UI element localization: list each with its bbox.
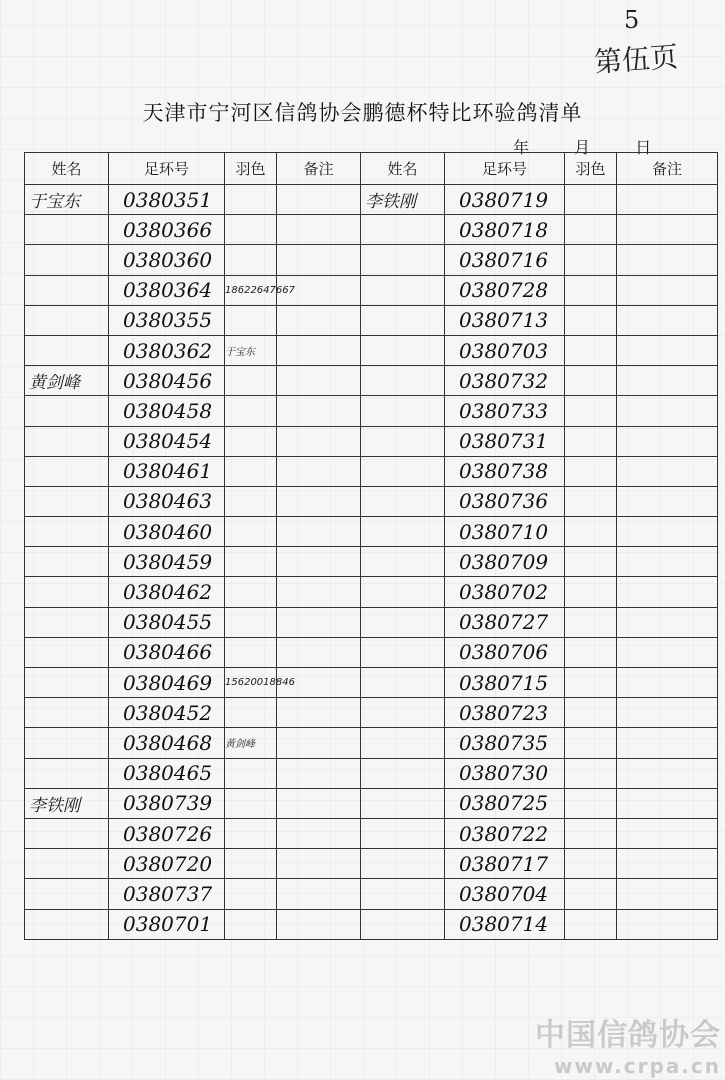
left-ring-cell: 0380452: [109, 698, 225, 728]
left-color-cell: [225, 818, 277, 848]
left-ring-cell: 0380355: [109, 305, 225, 335]
left-ring-cell: 0380469: [109, 668, 225, 698]
left-ring-cell: 0380463: [109, 486, 225, 516]
date-day-label: 日: [635, 138, 652, 157]
left-note-cell: [277, 426, 361, 456]
right-note-cell: [617, 517, 718, 547]
left-color-cell: [225, 637, 277, 667]
table-row: [25, 728, 718, 758]
right-ring-cell: 0380728: [445, 275, 565, 305]
right-ring-cell: 0380738: [445, 456, 565, 486]
right-ring-cell: 0380717: [445, 849, 565, 879]
right-ring-cell: 0380709: [445, 547, 565, 577]
right-note-cell: [617, 396, 718, 426]
left-name-cell: [25, 879, 109, 909]
right-note-cell: [617, 788, 718, 818]
right-name-cell: [361, 909, 445, 939]
left-note-cell: [277, 486, 361, 516]
left-note-cell: [277, 637, 361, 667]
right-color-cell: [565, 517, 617, 547]
left-ring-cell: 0380460: [109, 517, 225, 547]
right-color-cell: [565, 607, 617, 637]
right-color-cell: [565, 698, 617, 728]
right-ring-cell: 0380730: [445, 758, 565, 788]
right-ring-cell: 0380719: [445, 185, 565, 215]
right-note-cell: [617, 245, 718, 275]
header-note-left: 备注: [277, 153, 361, 185]
left-ring-cell: 0380364: [109, 275, 225, 305]
left-note-cell: [277, 456, 361, 486]
header-ring-left: 足环号: [109, 153, 225, 185]
left-note-cell: [277, 577, 361, 607]
left-color-cell: [225, 698, 277, 728]
left-name-cell: [25, 668, 109, 698]
left-name-cell: [25, 275, 109, 305]
right-name-cell: [361, 517, 445, 547]
right-color-cell: [565, 245, 617, 275]
right-ring-cell: 0380710: [445, 517, 565, 547]
right-note-cell: [617, 305, 718, 335]
right-note-cell: [617, 486, 718, 516]
left-name-cell: [25, 517, 109, 547]
left-note-cell: [277, 185, 361, 215]
table-row: [25, 456, 718, 486]
left-color-cell: [225, 758, 277, 788]
table-row: [25, 486, 718, 516]
left-note-cell: [277, 728, 361, 758]
right-name-cell: [361, 728, 445, 758]
right-name-cell: [361, 698, 445, 728]
left-ring-cell: 0380701: [109, 909, 225, 939]
right-name-cell: [361, 396, 445, 426]
right-color-cell: [565, 728, 617, 758]
left-color-cell: [225, 396, 277, 426]
right-ring-cell: 0380725: [445, 788, 565, 818]
left-name-cell: 李铁刚: [25, 788, 109, 818]
right-note-cell: [617, 849, 718, 879]
left-note-cell: [277, 305, 361, 335]
right-name-cell: [361, 758, 445, 788]
table-row: [25, 788, 718, 818]
right-ring-cell: 0380736: [445, 486, 565, 516]
left-color-cell: [225, 245, 277, 275]
table-row: [25, 818, 718, 848]
left-name-cell: [25, 698, 109, 728]
right-name-cell: [361, 547, 445, 577]
left-note-cell: [277, 335, 361, 365]
right-name-cell: [361, 577, 445, 607]
left-ring-cell: 0380466: [109, 637, 225, 667]
right-name-cell: [361, 849, 445, 879]
right-color-cell: [565, 909, 617, 939]
right-name-cell: [361, 335, 445, 365]
right-ring-cell: 0380706: [445, 637, 565, 667]
right-name-cell: [361, 245, 445, 275]
left-ring-cell: 0380351: [109, 185, 225, 215]
left-note-cell: [277, 366, 361, 396]
right-name-cell: [361, 788, 445, 818]
left-name-cell: [25, 456, 109, 486]
left-ring-cell: 0380468: [109, 728, 225, 758]
left-color-cell: [225, 456, 277, 486]
right-name-cell: [361, 486, 445, 516]
table-body: [25, 185, 718, 940]
date-year-label: 年: [513, 138, 530, 157]
right-color-cell: [565, 426, 617, 456]
left-color-cell: 黄剑峰: [225, 728, 277, 758]
right-color-cell: [565, 335, 617, 365]
table-row: [25, 245, 718, 275]
right-color-cell: [565, 788, 617, 818]
left-note-cell: [277, 698, 361, 728]
right-name-cell: [361, 426, 445, 456]
header-name-right: 姓名: [361, 153, 445, 185]
right-ring-cell: 0380713: [445, 305, 565, 335]
left-ring-cell: 0380362: [109, 335, 225, 365]
header-color-left: 羽色: [225, 153, 277, 185]
left-name-cell: [25, 818, 109, 848]
right-ring-cell: 0380731: [445, 426, 565, 456]
left-color-cell: 18622647667: [225, 275, 277, 305]
left-note-cell: [277, 245, 361, 275]
right-note-cell: [617, 456, 718, 486]
left-name-cell: [25, 728, 109, 758]
left-name-cell: [25, 335, 109, 365]
right-name-cell: [361, 607, 445, 637]
page-number: 5: [624, 6, 640, 34]
left-color-cell: [225, 185, 277, 215]
left-color-cell: 15620018846: [225, 668, 277, 698]
left-color-cell: [225, 517, 277, 547]
right-ring-cell: 0380716: [445, 245, 565, 275]
header-name-left: 姓名: [25, 153, 109, 185]
left-note-cell: [277, 547, 361, 577]
right-name-cell: [361, 215, 445, 245]
left-ring-cell: 0380455: [109, 607, 225, 637]
right-note-cell: [617, 637, 718, 667]
left-ring-cell: 0380456: [109, 366, 225, 396]
left-name-cell: [25, 305, 109, 335]
left-ring-cell: 0380360: [109, 245, 225, 275]
header-ring-right: 足环号: [445, 153, 565, 185]
table-row: [25, 698, 718, 728]
left-ring-cell: 0380454: [109, 426, 225, 456]
table-row: [25, 607, 718, 637]
left-note-cell: [277, 788, 361, 818]
right-note-cell: [617, 275, 718, 305]
right-color-cell: [565, 215, 617, 245]
right-color-cell: [565, 547, 617, 577]
left-color-cell: [225, 366, 277, 396]
table-row: [25, 396, 718, 426]
watermark-name: 中国信鸽协会: [535, 1018, 721, 1053]
left-name-cell: [25, 637, 109, 667]
table-row: [25, 335, 718, 365]
right-note-cell: [617, 818, 718, 848]
table-row: [25, 366, 718, 396]
right-color-cell: [565, 366, 617, 396]
left-color-cell: [225, 577, 277, 607]
right-name-cell: [361, 305, 445, 335]
right-note-cell: [617, 547, 718, 577]
left-ring-cell: 0380737: [109, 879, 225, 909]
left-ring-cell: 0380366: [109, 215, 225, 245]
left-color-cell: 于宝东: [225, 335, 277, 365]
left-name-cell: [25, 909, 109, 939]
sheet-note: 第伍页: [593, 40, 680, 79]
table-row: [25, 305, 718, 335]
left-name-cell: [25, 215, 109, 245]
right-ring-cell: 0380702: [445, 577, 565, 607]
left-note-cell: [277, 909, 361, 939]
right-note-cell: [617, 879, 718, 909]
right-color-cell: [565, 818, 617, 848]
right-ring-cell: 0380715: [445, 668, 565, 698]
right-color-cell: [565, 668, 617, 698]
right-note-cell: [617, 909, 718, 939]
right-name-cell: 李铁刚: [361, 185, 445, 215]
watermark-url: www.crpa.cn: [554, 1054, 721, 1078]
left-name-cell: [25, 607, 109, 637]
right-ring-cell: 0380732: [445, 366, 565, 396]
left-name-cell: [25, 758, 109, 788]
header-note-right: 备注: [617, 153, 718, 185]
right-ring-cell: 0380723: [445, 698, 565, 728]
right-color-cell: [565, 637, 617, 667]
left-ring-cell: 0380461: [109, 456, 225, 486]
left-note-cell: [277, 396, 361, 426]
left-name-cell: [25, 396, 109, 426]
left-note-cell: [277, 607, 361, 637]
right-name-cell: [361, 818, 445, 848]
right-ring-cell: 0380733: [445, 396, 565, 426]
right-ring-cell: 0380704: [445, 879, 565, 909]
right-note-cell: [617, 607, 718, 637]
right-color-cell: [565, 456, 617, 486]
right-color-cell: [565, 305, 617, 335]
left-color-cell: [225, 215, 277, 245]
left-name-cell: 于宝东: [25, 185, 109, 215]
watermark: [535, 1010, 721, 1078]
right-note-cell: [617, 335, 718, 365]
right-note-cell: [617, 698, 718, 728]
page-title: 天津市宁河区信鸽协会鹏德杯特比环验鸽清单: [142, 101, 583, 125]
right-note-cell: [617, 668, 718, 698]
right-color-cell: [565, 879, 617, 909]
right-color-cell: [565, 758, 617, 788]
right-note-cell: [617, 366, 718, 396]
right-color-cell: [565, 577, 617, 607]
right-name-cell: [361, 637, 445, 667]
right-name-cell: [361, 879, 445, 909]
right-ring-cell: 0380735: [445, 728, 565, 758]
table-header-row: [25, 153, 718, 185]
left-ring-cell: 0380465: [109, 758, 225, 788]
left-ring-cell: 0380726: [109, 818, 225, 848]
left-name-cell: [25, 486, 109, 516]
left-color-cell: [225, 486, 277, 516]
right-note-cell: [617, 728, 718, 758]
right-color-cell: [565, 486, 617, 516]
table-row: [25, 577, 718, 607]
table-row: [25, 668, 718, 698]
table-row: [25, 517, 718, 547]
left-name-cell: 黄剑峰: [25, 366, 109, 396]
left-ring-cell: 0380459: [109, 547, 225, 577]
table-row: [25, 879, 718, 909]
left-ring-cell: 0380739: [109, 788, 225, 818]
right-ring-cell: 0380718: [445, 215, 565, 245]
left-note-cell: [277, 818, 361, 848]
left-name-cell: [25, 426, 109, 456]
right-color-cell: [565, 185, 617, 215]
table-row: [25, 909, 718, 939]
left-color-cell: [225, 879, 277, 909]
left-color-cell: [225, 849, 277, 879]
left-name-cell: [25, 577, 109, 607]
right-note-cell: [617, 426, 718, 456]
right-color-cell: [565, 275, 617, 305]
left-name-cell: [25, 245, 109, 275]
left-color-cell: [225, 305, 277, 335]
right-note-cell: [617, 577, 718, 607]
table-row: [25, 185, 718, 215]
right-note-cell: [617, 215, 718, 245]
left-name-cell: [25, 849, 109, 879]
table-row: [25, 637, 718, 667]
table-row: [25, 215, 718, 245]
right-name-cell: [361, 275, 445, 305]
right-note-cell: [617, 758, 718, 788]
right-ring-cell: 0380722: [445, 818, 565, 848]
right-color-cell: [565, 849, 617, 879]
table-row: [25, 426, 718, 456]
right-name-cell: [361, 668, 445, 698]
left-note-cell: [277, 517, 361, 547]
left-note-cell: [277, 849, 361, 879]
left-color-cell: [225, 607, 277, 637]
left-ring-cell: 0380720: [109, 849, 225, 879]
left-ring-cell: 0380462: [109, 577, 225, 607]
right-note-cell: [617, 185, 718, 215]
header-color-right: 羽色: [565, 153, 617, 185]
table-row: [25, 758, 718, 788]
left-color-cell: [225, 788, 277, 818]
left-color-cell: [225, 426, 277, 456]
right-ring-cell: 0380714: [445, 909, 565, 939]
left-note-cell: [277, 879, 361, 909]
left-color-cell: [225, 909, 277, 939]
table-row: [25, 275, 718, 305]
pigeon-roster-table: [24, 152, 718, 940]
left-ring-cell: 0380458: [109, 396, 225, 426]
left-name-cell: [25, 547, 109, 577]
table-row: [25, 547, 718, 577]
table-row: [25, 849, 718, 879]
left-color-cell: [225, 547, 277, 577]
right-color-cell: [565, 396, 617, 426]
right-name-cell: [361, 456, 445, 486]
right-ring-cell: 0380727: [445, 607, 565, 637]
date-month-label: 月: [574, 138, 591, 157]
left-note-cell: [277, 758, 361, 788]
right-ring-cell: 0380703: [445, 335, 565, 365]
left-note-cell: [277, 215, 361, 245]
right-name-cell: [361, 366, 445, 396]
